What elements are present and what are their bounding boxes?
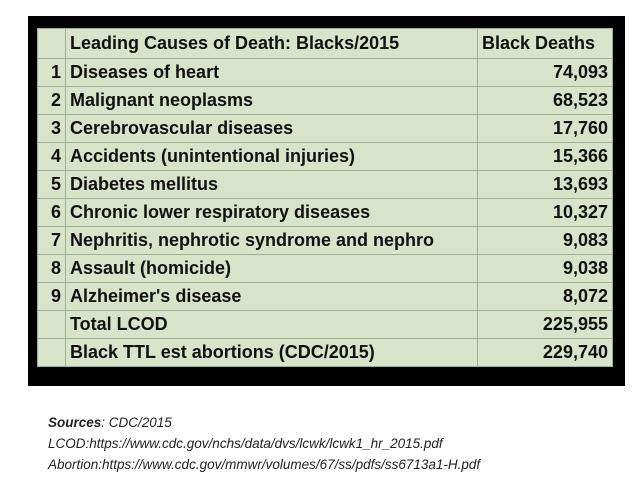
table-title: Leading Causes of Death: Blacks/2015 xyxy=(66,29,478,59)
cause-cell: Alzheimer's disease xyxy=(66,283,478,311)
sources-line xyxy=(48,412,480,433)
rank-cell: 9 xyxy=(38,283,66,311)
table-frame xyxy=(28,16,625,386)
deaths-cell: 9,038 xyxy=(478,255,613,283)
table-row xyxy=(38,87,613,115)
lcod-source-link[interactable]: LCOD:https://www.cdc.gov/nchs/data/dvs/lcwk/lcwk1_hr_2015.pdf xyxy=(48,436,443,451)
abortion-label: Black TTL est abortions (CDC/2015) xyxy=(66,339,478,367)
table-row xyxy=(38,171,613,199)
cause-cell: Cerebrovascular diseases xyxy=(66,115,478,143)
header-rank-cell xyxy=(38,29,66,59)
total-row xyxy=(38,311,613,339)
total-rank-cell xyxy=(38,311,66,339)
deaths-cell: 17,760 xyxy=(478,115,613,143)
rank-cell: 3 xyxy=(38,115,66,143)
deaths-cell: 13,693 xyxy=(478,171,613,199)
table-row xyxy=(38,283,613,311)
abortion-value: 229,740 xyxy=(478,339,613,367)
rank-cell: 8 xyxy=(38,255,66,283)
cause-cell: Malignant neoplasms xyxy=(66,87,478,115)
table-row xyxy=(38,255,613,283)
deaths-cell: 8,072 xyxy=(478,283,613,311)
cause-cell: Nephritis, nephrotic syndrome and nephro xyxy=(66,227,478,255)
table-row xyxy=(38,115,613,143)
sources-block xyxy=(48,412,480,475)
column-header-black-deaths: Black Deaths xyxy=(478,29,613,59)
sources-value: : CDC/2015 xyxy=(101,415,172,430)
rank-cell: 4 xyxy=(38,143,66,171)
cause-cell: Diseases of heart xyxy=(66,59,478,87)
sources-label: Sources xyxy=(48,415,102,430)
table-row xyxy=(38,199,613,227)
cause-cell: Accidents (unintentional injuries) xyxy=(66,143,478,171)
cause-cell: Assault (homicide) xyxy=(66,255,478,283)
table-row xyxy=(38,227,613,255)
deaths-cell: 15,366 xyxy=(478,143,613,171)
abortion-row xyxy=(38,339,613,367)
abortion-source-link[interactable]: Abortion:https://www.cdc.gov/mmwr/volumes/67/ss/pdfs/ss6713a1-H.pdf xyxy=(48,457,481,472)
deaths-cell: 74,093 xyxy=(478,59,613,87)
abortion-rank-cell xyxy=(38,339,66,367)
rank-cell: 2 xyxy=(38,87,66,115)
total-value: 225,955 xyxy=(478,311,613,339)
leading-causes-table xyxy=(37,28,613,367)
table-row xyxy=(38,143,613,171)
rank-cell: 7 xyxy=(38,227,66,255)
rank-cell: 6 xyxy=(38,199,66,227)
deaths-cell: 9,083 xyxy=(478,227,613,255)
cause-cell: Chronic lower respiratory diseases xyxy=(66,199,478,227)
header-row xyxy=(38,29,613,59)
deaths-cell: 68,523 xyxy=(478,87,613,115)
table-row xyxy=(38,59,613,87)
cause-cell: Diabetes mellitus xyxy=(66,171,478,199)
total-label: Total LCOD xyxy=(66,311,478,339)
rank-cell: 1 xyxy=(38,59,66,87)
rank-cell: 5 xyxy=(38,171,66,199)
deaths-cell: 10,327 xyxy=(478,199,613,227)
